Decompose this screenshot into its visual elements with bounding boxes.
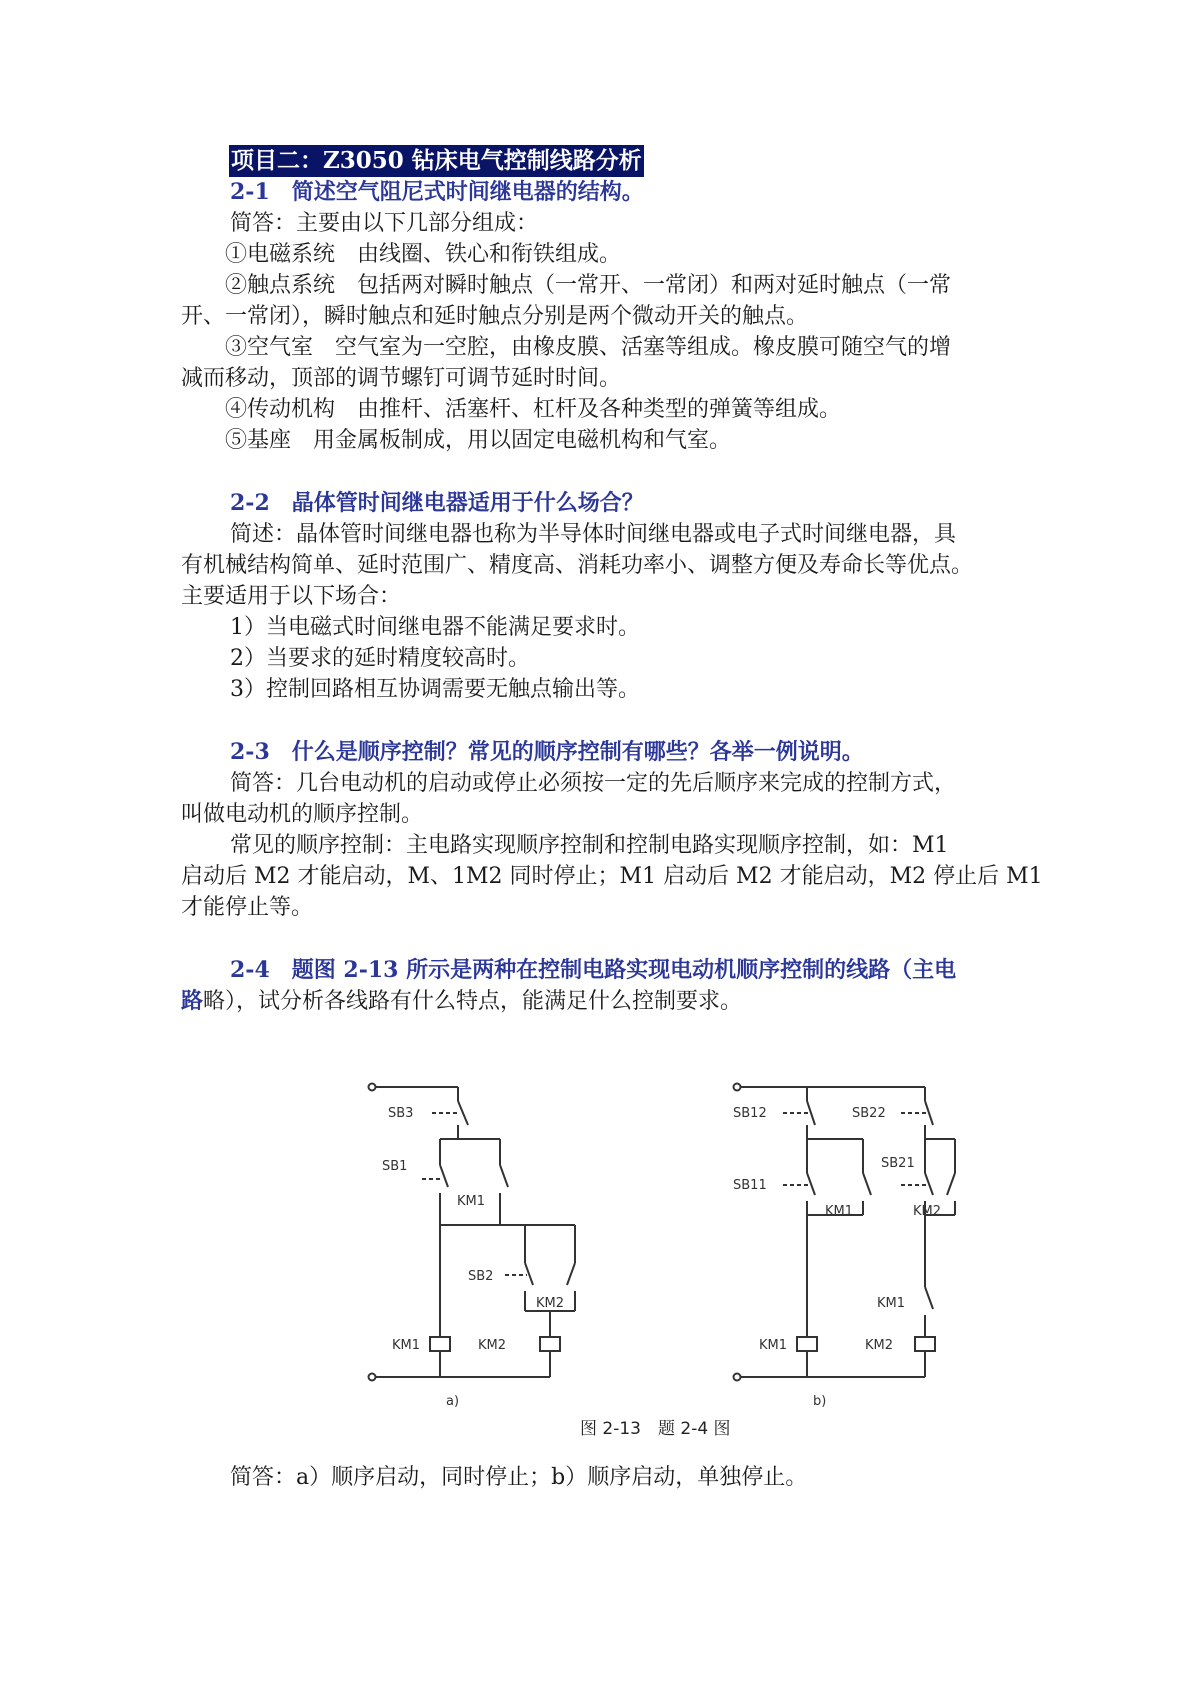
label-km2-contact: KM2 [536, 1296, 565, 1311]
km1-series-contact [925, 1287, 933, 1309]
answer-line: ⑤基座 用金属板制成，用以固定电磁机构和气室。 [225, 428, 732, 453]
label-km1-contact: KM1 [457, 1194, 486, 1209]
label-km2-coil: KM2 [865, 1338, 894, 1353]
answer-line: 启动后 M2 才能启动，M、1M2 同时停止；M1 启动后 M2 才能启动，M2 停止后 M1 [181, 864, 1043, 889]
label-km1-contact: KM1 [825, 1204, 854, 1219]
km1-coil [797, 1337, 817, 1351]
sb22-contact [925, 1101, 933, 1125]
answer-line: ①电磁系统 由线圈、铁心和衔铁组成。 [225, 242, 622, 267]
sb11-contact [807, 1173, 815, 1195]
terminal-bottom [369, 1374, 376, 1381]
label-km2-coil: KM2 [478, 1338, 507, 1353]
answer-line: ③空气室 空气室为一空腔，由橡皮膜、活塞等组成。橡皮膜可随空气的增 [225, 335, 952, 360]
sb21-contact [925, 1173, 933, 1195]
label-sb11: SB11 [733, 1178, 767, 1193]
label-sb3: SB3 [388, 1106, 414, 1121]
label-km2-contact: KM2 [913, 1204, 942, 1219]
answer-line: 1）当电磁式时间继电器不能满足要求时。 [230, 615, 640, 640]
heading-normal-part: 略），试分析各线路有什么特点，能满足什么控制要求。 [203, 989, 743, 1014]
answer-line: 简答：几台电动机的启动或停止必须按一定的先后顺序来完成的控制方式， [230, 771, 957, 796]
label-km1-series: KM1 [877, 1296, 906, 1311]
answer-line: 简述：晶体管时间继电器也称为半导体时间继电器或电子式时间继电器，具 [230, 522, 957, 547]
question-2-4-heading: 2-4 题图 2-13 所示是两种在控制电路实现电动机顺序控制的线路（主电 [230, 957, 957, 983]
terminal-top [369, 1084, 376, 1091]
answer-line: 开、一常闭），瞬时触点和延时触点分别是两个微动开关的触点。 [181, 304, 809, 329]
heading-bold-part: 路 [181, 988, 204, 1014]
km2-aux-contact [567, 1263, 575, 1285]
figure-caption: 图 2-13 题 2-4 图 [580, 1419, 731, 1439]
km2-coil [915, 1337, 935, 1351]
figure-a-sublabel: a) [446, 1394, 460, 1409]
sb1-contact [440, 1165, 448, 1187]
answer-line: ④传动机构 由推杆、活塞杆、杠杆及各种类型的弹簧等组成。 [225, 397, 842, 422]
answer-line: 常见的顺序控制：主电路实现顺序控制和控制电路实现顺序控制，如：M1 [230, 833, 949, 858]
answer-line: 主要适用于以下场合： [181, 584, 402, 609]
label-sb1: SB1 [382, 1159, 408, 1174]
sb3-contact [458, 1101, 468, 1125]
circuit-diagram-a [360, 1075, 600, 1415]
question-2-1-heading: 2-1 简述空气阻尼式时间继电器的结构。 [230, 179, 644, 205]
question-2-4-answer: 简答：a）顺序启动，同时停止；b）顺序启动，单独停止。 [230, 1465, 808, 1490]
question-2-3-heading: 2-3 什么是顺序控制？常见的顺序控制有哪些？各举一例说明。 [230, 739, 864, 765]
label-sb2: SB2 [468, 1269, 494, 1284]
answer-line: ②触点系统 包括两对瞬时触点（一常开、一常闭）和两对延时触点（一常 [225, 273, 952, 298]
answer-line: 3）控制回路相互协调需要无触点输出等。 [230, 677, 640, 702]
answer-line: 有机械结构简单、延时范围广、精度高、消耗功率小、调整方便及寿命长等优点。 [181, 553, 974, 578]
label-km1-coil: KM1 [392, 1338, 421, 1353]
label-sb22: SB22 [852, 1106, 886, 1121]
sb12-contact [807, 1101, 815, 1125]
label-km1-coil: KM1 [759, 1338, 788, 1353]
answer-line: 才能停止等。 [181, 895, 314, 920]
km2-coil [540, 1337, 560, 1351]
circuit-diagram-b [725, 1075, 965, 1415]
label-sb21: SB21 [881, 1156, 915, 1171]
km2-aux-contact [947, 1173, 955, 1195]
answer-line: 2）当要求的延时精度较高时。 [230, 646, 530, 671]
answer-line: 叫做电动机的顺序控制。 [181, 802, 424, 827]
answer-line: 简答：主要由以下几部分组成： [230, 211, 539, 236]
label-sb12: SB12 [733, 1106, 767, 1121]
answer-line: 减而移动，顶部的调节螺钉可调节延时时间。 [181, 366, 622, 391]
terminal-top [734, 1084, 741, 1091]
question-2-4-heading-cont [181, 986, 1021, 1017]
km1-aux-contact [863, 1173, 871, 1195]
km1-coil [430, 1337, 450, 1351]
terminal-bottom [734, 1374, 741, 1381]
figure-b-sublabel: b) [813, 1394, 827, 1409]
km1-aux-contact [500, 1165, 508, 1187]
question-2-2-heading: 2-2 晶体管时间继电器适用于什么场合？ [230, 490, 644, 516]
page-title: 项目二：Z3050 钻床电气控制线路分析 [229, 145, 644, 177]
